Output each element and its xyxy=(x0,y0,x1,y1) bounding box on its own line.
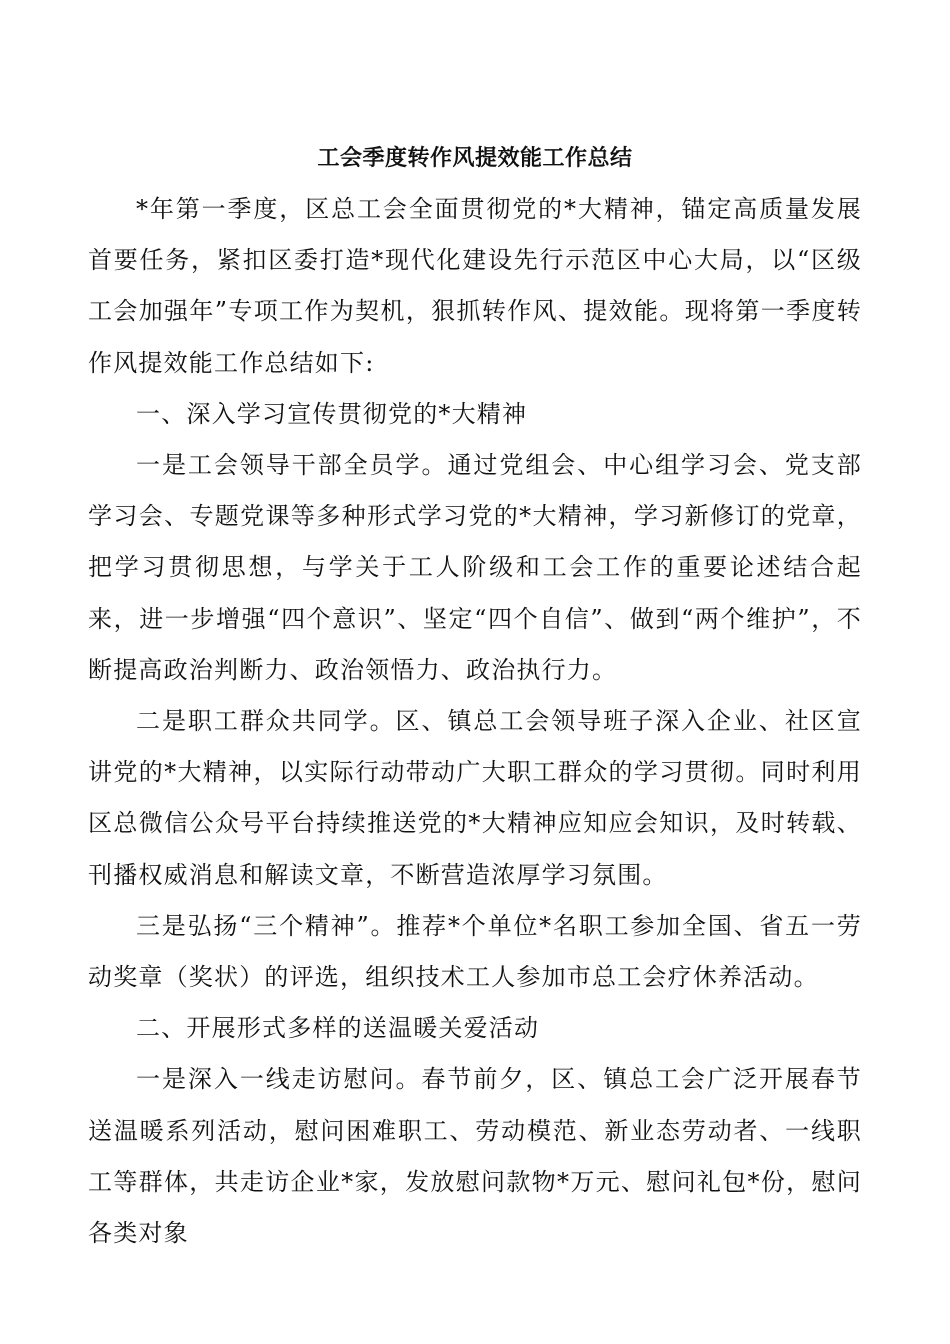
paragraph-intro: *年第一季度，区总工会全面贯彻党的*大精神，锚定高质量发展首要任务，紧扣区委打造*现代化建设先行示范区中心大局，以“区级工会加强年”专项工作为契机，狠抓转作风、提效能。现将第一季度转作风提效能工作总结如下: xyxy=(88,195,862,377)
paragraph-1-2: 二是职工群众共同学。区、镇总工会领导班子深入企业、社区宣讲党的*大精神，以实际行动带动广大职工群众的学习贯彻。同时利用区总微信公众号平台持续推送党的*大精神应知应会知识，及时转载、刊播权威消息和解读文章，不断营造浓厚学习氛围。 xyxy=(88,707,862,889)
paragraph-1-1: 一是工会领导干部全员学。通过党组会、中心组学习会、党支部学习会、专题党课等多种形式学习党的*大精神，学习新修订的党章，把学习贯彻思想，与学关于工人阶级和工会工作的重要论述结合起来，进一步增强“四个意识”、坚定“四个自信”、做到“两个维护”，不断提高政治判断力、政治领悟力、政治执行力。 xyxy=(88,451,862,684)
section-heading-2: 二、开展形式多样的送温暖关爱活动 xyxy=(136,1014,540,1043)
paragraph-2-1: 一是深入一线走访慰问。春节前夕，区、镇总工会广泛开展春节送温暖系列活动，慰问困难职工、劳动模范、新业态劳动者、一线职工等群体，共走访企业*家，发放慰问款物*万元、慰问礼包*份，慰问各类对象 xyxy=(88,1065,862,1248)
document-body xyxy=(88,140,862,1259)
section-heading-1: 一、深入学习宣传贯彻党的*大精神 xyxy=(136,399,528,428)
paragraph-1-3: 三是弘扬“三个精神”。推荐*个单位*名职工参加全国、省五一劳动奖章（奖状）的评选，组织技术工人参加市总工会疗休养活动。 xyxy=(88,911,862,992)
document-title: 工会季度转作风提效能工作总结 xyxy=(317,145,633,171)
